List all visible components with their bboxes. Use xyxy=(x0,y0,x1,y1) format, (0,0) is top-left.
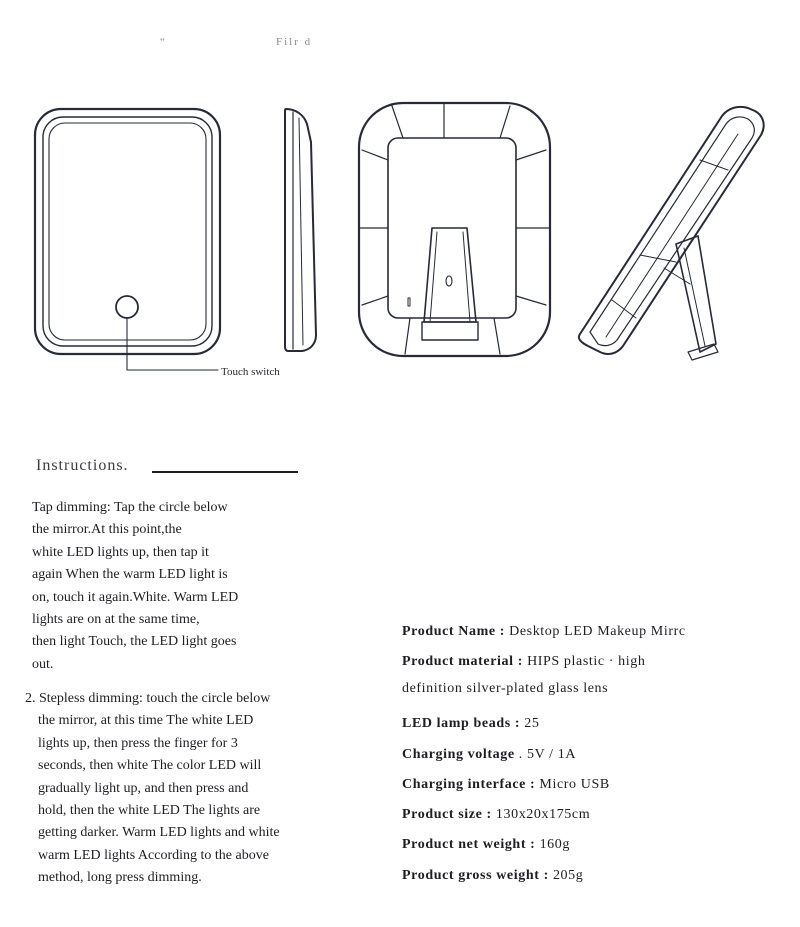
spec-value: HIPS plastic · high xyxy=(527,654,646,669)
instruction-line: then light Touch, the LED light goes xyxy=(32,634,237,650)
instruction-item-tap-dimming xyxy=(32,497,238,676)
instruction-line: seconds, then white The color LED will xyxy=(38,758,262,774)
header-left-mark: “ xyxy=(160,36,167,48)
spec-label: Charging voltage xyxy=(402,747,515,762)
spec-value: 205g xyxy=(552,868,584,883)
instruction-line: Tap dimming: Tap the circle below xyxy=(32,500,228,515)
charging-port-icon xyxy=(408,298,410,306)
instruction-line: out. xyxy=(32,656,54,672)
spec-lamp-beads xyxy=(402,716,539,732)
spec-value: 130x20x175cm xyxy=(495,807,591,822)
spec-product-name xyxy=(402,624,686,640)
instructions-title: Instructions. xyxy=(36,457,129,474)
spec-net-weight xyxy=(402,837,570,853)
kickstand-open xyxy=(676,236,716,352)
spec-label: LED lamp beads : xyxy=(402,716,521,731)
touch-switch-icon xyxy=(116,296,138,318)
spec-label: Product size : xyxy=(402,807,492,822)
touch-switch-label: Touch switch xyxy=(221,366,280,378)
spec-label: Product net weight : xyxy=(402,837,536,852)
front-view-mirror xyxy=(35,109,220,370)
instruction-line: lights up, then press the finger for 3 xyxy=(38,735,238,751)
spec-label: Charging interface : xyxy=(402,777,536,792)
header-right-text: Filr d xyxy=(276,36,313,48)
back-view-mirror xyxy=(359,103,550,356)
side-view-mirror xyxy=(285,109,316,351)
instruction-line: white LED lights up, then tap it xyxy=(32,544,209,560)
spec-value: Desktop LED Makeup Mirrc xyxy=(509,624,686,639)
spec-product-material xyxy=(402,654,645,670)
instruction-line: on, touch it again.White. Warm LED xyxy=(32,589,239,605)
instruction-line: getting darker. Warm LED lights and white xyxy=(38,825,280,841)
instruction-line: 2. Stepless dimming: touch the circle below xyxy=(25,691,271,706)
instructions-underline xyxy=(152,471,298,473)
instruction-line: method, long press dimming. xyxy=(38,870,202,886)
instruction-line: the mirror, at this time The white LED xyxy=(38,713,254,729)
instruction-line: the mirror.At this point,the xyxy=(32,522,182,538)
spec-label: Product material : xyxy=(402,654,523,669)
spec-gross-weight xyxy=(402,868,583,884)
touch-switch-leader-line xyxy=(127,318,218,370)
instruction-line: lights are on at the same time, xyxy=(32,612,200,628)
spec-product-size xyxy=(402,807,590,823)
spec-charging-voltage xyxy=(402,747,576,763)
spec-value: Micro USB xyxy=(539,777,610,792)
spec-label: Product gross weight : xyxy=(402,868,549,883)
spec-value: . 5V / 1A xyxy=(518,747,577,762)
instruction-item-stepless-dimming xyxy=(25,688,280,890)
spec-product-material-continued: definition silver-plated glass lens xyxy=(402,681,609,696)
instruction-line: warm LED lights According to the above xyxy=(38,847,269,863)
mirror-product-drawings xyxy=(0,0,800,400)
kickstand-folded xyxy=(424,228,476,322)
spec-value: 160g xyxy=(539,837,570,852)
instruction-line: hold, then the white LED The lights are xyxy=(38,803,261,819)
spec-charging-interface xyxy=(402,777,610,793)
spec-value: 25 xyxy=(524,716,540,731)
standing-view-mirror xyxy=(579,107,764,360)
instruction-line: again When the warm LED light is xyxy=(32,567,228,583)
instruction-line: gradually light up, and then press and xyxy=(38,780,249,796)
spec-label: Product Name : xyxy=(402,624,506,639)
